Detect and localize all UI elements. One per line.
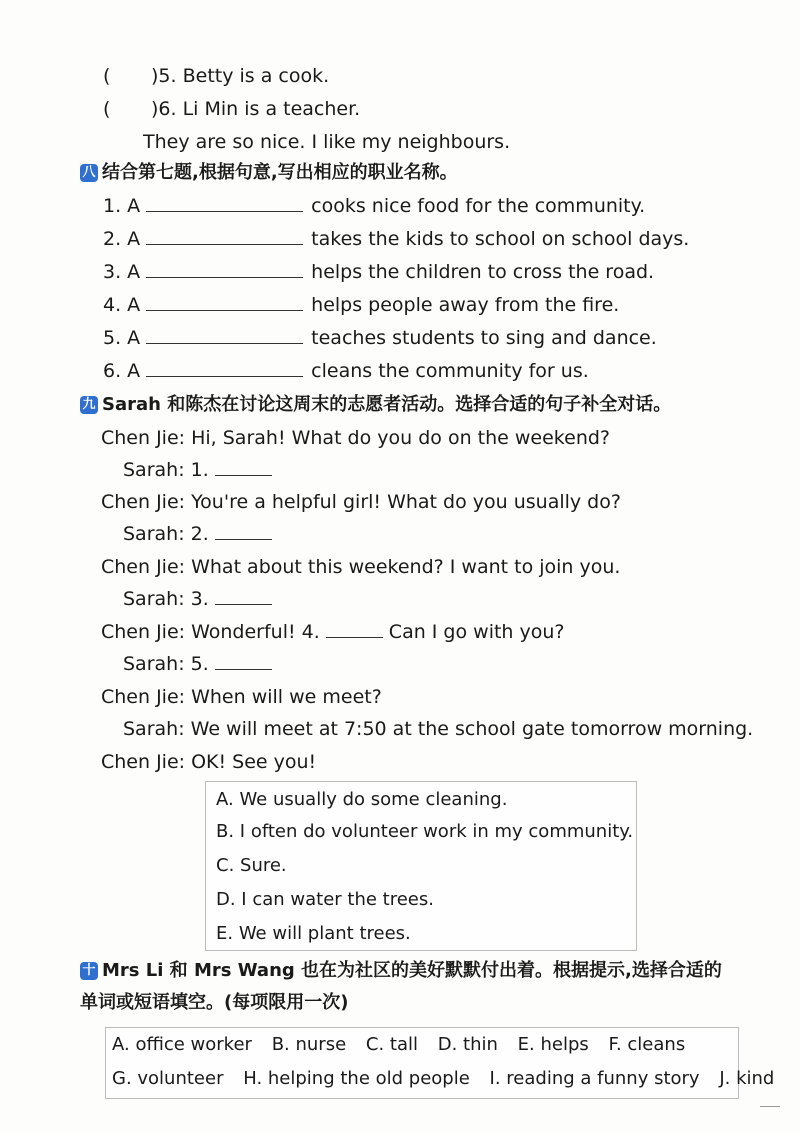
page-edge-mark <box>760 1106 780 1107</box>
item-number: 2. A <box>103 228 141 250</box>
option-c: C. Sure. <box>216 855 287 876</box>
answer-blank[interactable] <box>215 459 272 476</box>
word-option: G. volunteer <box>112 1068 224 1089</box>
item-number: 5. A <box>103 327 141 349</box>
option-a: A. We usually do some cleaning. <box>216 789 508 810</box>
q8-item-6 <box>103 359 589 383</box>
speaker-answer: Sarah: 5. <box>123 653 209 675</box>
answer-blank[interactable] <box>215 653 272 670</box>
dialogue-line: Chen Jie: Hi, Sarah! What do you do on the weekend? <box>101 427 611 449</box>
q8-item-5 <box>103 326 657 350</box>
word-option: E. helps <box>517 1034 589 1055</box>
item-text: teaches students to sing and dance. <box>311 327 657 349</box>
q10-title-line1: Mrs Li 和 Mrs Wang 也在为社区的美好默默付出着。根据提示,选择合适的 <box>102 960 722 981</box>
answer-paren-open: ( <box>103 98 111 120</box>
option-e: E. We will plant trees. <box>216 923 411 944</box>
dialogue-line <box>123 458 272 482</box>
item-text: helps the children to cross the road. <box>311 261 655 283</box>
item-text: cooks nice food for the community. <box>311 195 646 217</box>
q9-title: Sarah 和陈杰在讨论这周末的志愿者活动。选择合适的句子补全对话。 <box>102 394 672 415</box>
q7-item-5 <box>103 64 329 88</box>
q8-item-1 <box>103 194 645 218</box>
word-option: C. tall <box>365 1034 418 1055</box>
speaker-answer: Sarah: 2. <box>123 523 209 545</box>
word-option: A. office worker <box>112 1034 252 1055</box>
word-option: D. thin <box>437 1034 498 1055</box>
answer-blank[interactable] <box>146 261 303 278</box>
answer-paren-close: )6. <box>151 98 177 120</box>
q8-title: 结合第七题,根据句意,写出相应的职业名称。 <box>102 162 458 183</box>
answer-paren-close: )5. <box>151 65 177 87</box>
q8-heading <box>80 160 458 186</box>
dialogue-line: Chen Jie: What about this weekend? I want to join you. <box>101 556 621 578</box>
item-text: cleans the community for us. <box>311 360 589 382</box>
item-number: 4. A <box>103 294 141 316</box>
dialogue-line <box>123 587 272 611</box>
dialogue-line: Chen Jie: When will we meet? <box>101 686 382 708</box>
speaker-line-cont: Can I go with you? <box>388 621 565 643</box>
answer-blank[interactable] <box>215 523 272 540</box>
section-badge: 十 <box>80 962 98 980</box>
answer-blank[interactable] <box>146 195 303 212</box>
word-bank-row-2 <box>112 1067 775 1091</box>
q8-item-2 <box>103 227 689 251</box>
answer-blank[interactable] <box>215 588 272 605</box>
dialogue-line: Sarah: We will meet at 7:50 at the school gate tomorrow morning. <box>123 718 754 740</box>
statement-text: Li Min is a teacher. <box>182 98 361 120</box>
speaker-line: Chen Jie: Wonderful! 4. <box>101 621 320 643</box>
q7-closing: They are so nice. I like my neighbours. <box>143 131 511 153</box>
item-text: helps people away from the fire. <box>311 294 620 316</box>
item-text: takes the kids to school on school days. <box>311 228 690 250</box>
q8-item-3 <box>103 260 654 284</box>
answer-blank[interactable] <box>326 621 383 638</box>
q8-item-4 <box>103 293 619 317</box>
dialogue-line: Chen Jie: OK! See you! <box>101 751 317 773</box>
options-box <box>205 781 637 951</box>
dialogue-line <box>123 652 272 676</box>
speaker-answer: Sarah: 3. <box>123 588 209 610</box>
option-d: D. I can water the trees. <box>216 889 434 910</box>
q10-title-line2: 单词或短语填空。(每项限用一次) <box>80 992 349 1013</box>
word-option: F. cleans <box>608 1034 686 1055</box>
section-badge: 八 <box>80 164 98 182</box>
answer-blank[interactable] <box>146 360 303 377</box>
option-b: B. I often do volunteer work in my community. <box>216 821 634 842</box>
q10-heading <box>80 958 722 984</box>
word-option: H. helping the old people <box>243 1068 470 1089</box>
dialogue-line <box>123 522 272 546</box>
item-number: 1. A <box>103 195 141 217</box>
speaker-answer: Sarah: 1. <box>123 459 209 481</box>
q7-item-6 <box>103 97 360 121</box>
word-option: B. nurse <box>271 1034 347 1055</box>
word-option: J. kind <box>719 1068 775 1089</box>
answer-blank[interactable] <box>146 294 303 311</box>
word-bank <box>105 1027 775 1099</box>
q9-heading <box>80 392 671 418</box>
word-bank-row-1 <box>112 1033 732 1057</box>
statement-text: Betty is a cook. <box>182 65 330 87</box>
dialogue-line <box>101 620 565 644</box>
answer-paren-open: ( <box>103 65 111 87</box>
item-number: 6. A <box>103 360 141 382</box>
word-option: I. reading a funny story <box>489 1068 700 1089</box>
section-badge: 九 <box>80 396 98 414</box>
item-number: 3. A <box>103 261 141 283</box>
dialogue-line: Chen Jie: You're a helpful girl! What do you usually do? <box>101 491 621 513</box>
answer-blank[interactable] <box>146 228 303 245</box>
answer-blank[interactable] <box>146 327 303 344</box>
